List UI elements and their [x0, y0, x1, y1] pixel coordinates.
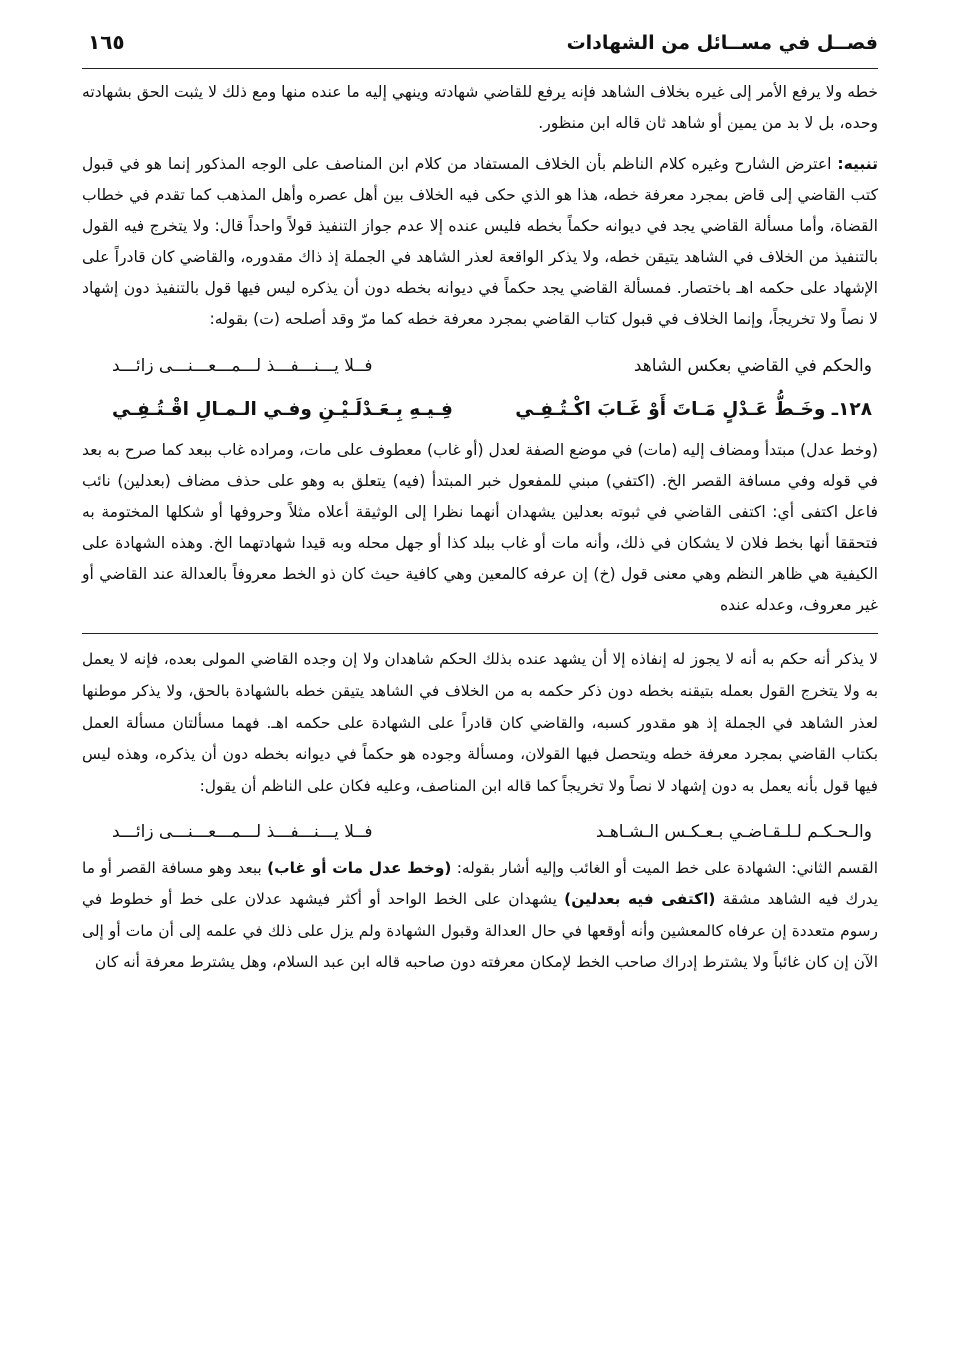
verse-1	[82, 349, 878, 383]
paragraph-4-text-middle: ببعد وهو مسافة القصر أو ما يدرك فيه الشاهد مشقة	[82, 858, 878, 909]
chapter-title: فصــل في مســائل من الشهادات	[566, 32, 878, 54]
paragraph-4-text-after: يشهدان على الخط الواحد أو أكثر فيشهد عدلان على خط أو خطوط في رسوم متعددة إن عرفاه كالمعشين وأنه أوقعها في حال العدالة وقبول الشهادة ولم يزل على ذلك في علمه إلى أن مات أو إلى الآن إن كان غائباً ولا يشترط إدراك صاحب الخط لإمكان معرفته دون صاحبه قاله ابن عبد السلام، وهل يشترط معرفة أنه كان	[82, 890, 878, 972]
page-number: ١٦٥	[88, 30, 125, 54]
verse-3	[82, 815, 878, 849]
running-header	[82, 26, 878, 69]
verse-1-first-hemistich: والحكم في القاضي بعكس الشاهد	[633, 356, 872, 376]
footnote-divider	[82, 633, 878, 634]
verse-128-first-hemistich: ١٢٨ـ وخَـطُّ عَـدْلٍ مَـاتَ أَوْ غَـابَ اكْـتُـفِـي	[515, 398, 872, 420]
footnote: لا يذكر أنه حكم به أنه لا يجوز له إنفاذه إلا أن يشهد عنده بذلك الحكم شاهدان ولا إن وجده القاضي المولى بعده، فإنه لا يعمل به ولا يتخرج القول بعمله بتيقنه بخطه دون ذكر حكمه به من الخلاف في الشاهد يتيقن خطه بالشهادة بالحق، ولا يذكر موطنها لعذر الشاهد في الجملة إذ هو مقدور كسبه، والقاضي كان قادراً على الشهادة على حكمه اهـ. فهما مسألتان مسألة العمل بكتاب القاضي بمجرد معرفة خطه ويتحصل فيها القولان، ومسألة وجوده هو حكماً في ديوانه بخطه دون أن يذكره، وهذه ليس فيها قول بأنه يعمل به دون إشهاد لا نصاً ولا تخريجاً كما قاله ابن المناصف، وعليه فكان على الناظم أن يقول:	[82, 650, 878, 796]
paragraph-4-quote-1: (وخط عدل مات أو غاب)	[267, 858, 452, 877]
paragraph-1: خطه ولا يرفع الأمر إلى غيره بخلاف الشاهد فإنه يرفع للقاضي شهادته وينهي إليه ما عنده منها ومع ذلك لا يثبت الحق بشهادته وحده، بل لا بد من يمين أو شاهد ثان قاله ابن منظور.	[82, 83, 878, 132]
note-label: تنبيه:	[837, 155, 878, 173]
paragraph-3-commentary: (وخط عدل) مبتدأ ومضاف إليه (مات) في موضع الصفة لعدل (أو غاب) معطوف على مات، ومراده غاب ببعد كما صرح به بعد في قوله وفي مسافة القصر الخ. (اكتفي) مبني للمفعول خبر المبتدأ (فيه) يتعلق به وهو على حذف مضاف (بعدلين) نائب فاعل اكتفى أي: اكتفى القاضي في ثبوته بعدلين يشهدان أنهما نظرا إلى الوثيقة أعلاه مثلاً وحروفها أو شكلها المختومة به فتحققا أنها بخط فلان لا يشكان في ذلك، وأنه مات أو غاب ببلد كذا أو جهل محله وبه قيدا شهادتهما الخ. وهذه الشهادة على الكيفية هي ظاهر النظم وهي معنى قول (خ) إن عرفه كالمعين وهي كافية حيث كان ذو الخط معروفاً بالعدالة عند القاضي أو غير معروف، وعدله عنده	[82, 441, 878, 614]
paragraph-4-quote-2: (اكتفى فيه بعدلين)	[564, 890, 716, 909]
verse-128-second-hemistich: فِـيـهِ بِـعَـدْلَـيْـنِ وفـي الـمـالِ اقْـتُـفِـي	[112, 398, 453, 420]
verse-1-second-hemistich: فــلا يـــنـــفـــذ لـــمـــعـــنـــى زائـــد	[112, 356, 373, 376]
verse-3-second-hemistich: فــلا يـــنـــفـــذ لـــمـــعـــنـــى زائـــد	[112, 821, 373, 842]
verse-128	[82, 389, 878, 429]
book-page	[82, 26, 878, 979]
paragraph-2-text: اعترض الشارح وغيره كلام الناظم بأن الخلاف المستفاد من كلام ابن المناصف على الوجه المذكور إنما هو في قبول كتب القاضي إلى قاض بمجرد معرفة خطه، هذا هو الذي حكى فيه الخلاف بين أهل عصره وأهل المذهب كما تقدم في خطاب القضاة، وأما مسألة القاضي يجد في ديوانه حكماً بخطه فليس عنده إلا عدم جواز التنفيذ قولاً واحداً قال: ولا يتخرج فيه القول بالتنفيذ من الخلاف في الشاهد يتيقن خطه، ولا يذكر الواقعة لعذر الشاهد في الجملة إذ ذاك مقدوره، والقاضي كان قادراً على الإشهاد على حكمه اهـ باختصار. فمسألة القاضي يجد حكماً في ديوانه بخطه دون أن يذكره ليس فيها قول بالتنفيذ دون إشهاد لا نصاً ولا تخريجاً، وإنما الخلاف في قبول كتاب القاضي بمجرد معرفة خطه كما مرّ وقد أصلحه (ت) بقوله:	[82, 155, 878, 328]
paragraph-2	[82, 149, 878, 335]
paragraph-4-text-before: القسم الثاني: الشهادة على خط الميت أو الغائب وإليه أشار بقوله:	[456, 858, 878, 877]
verse-3-first-hemistich: والـحـكـم لـلـقـاضـي بـعـكـس الـشـاهـد	[595, 821, 872, 842]
paragraph-4	[82, 853, 878, 979]
